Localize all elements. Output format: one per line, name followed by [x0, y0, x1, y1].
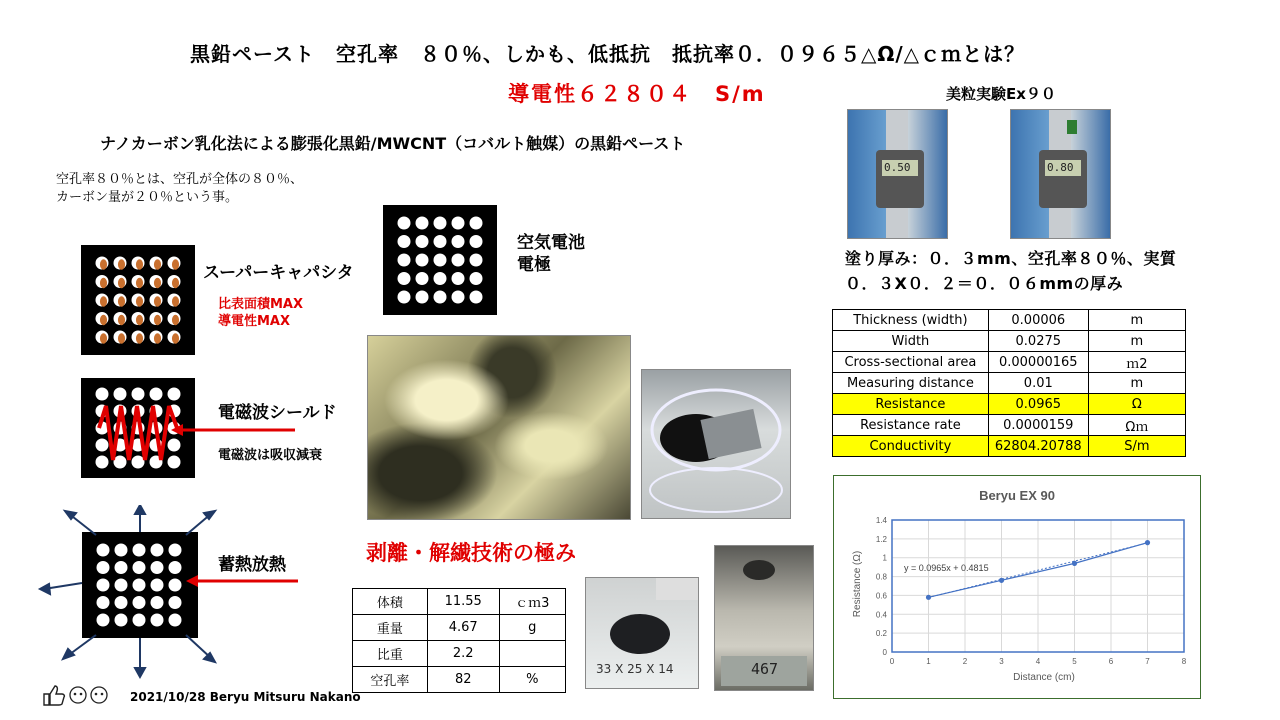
properties-table — [832, 309, 1186, 457]
chart-ytick-label: 0.6 — [875, 591, 887, 601]
pore-dot — [416, 254, 429, 267]
pore-dot — [97, 544, 110, 557]
pore-dot — [97, 561, 110, 574]
table-row — [353, 667, 566, 693]
table-row — [353, 589, 566, 615]
pore-dot — [470, 254, 483, 267]
ion-dot — [136, 315, 143, 325]
caliper-left-reading: 0.50 — [884, 161, 911, 174]
table-cell-name: Cross-sectional area — [833, 352, 989, 373]
pore-dot — [452, 217, 465, 230]
table-cell-value: 82 — [427, 667, 499, 693]
chart-ytick-label: 0.4 — [875, 610, 887, 620]
conductivity-subtitle: 導電性６２８０４ S/m — [508, 82, 766, 106]
chart-trendline-equation: y = 0.0965x + 0.4815 — [904, 563, 989, 573]
chart-xtick-label: 2 — [962, 657, 968, 666]
scale-photo — [714, 545, 814, 691]
table-cell-name: Resistance — [833, 394, 989, 415]
air-battery-diagram — [383, 205, 497, 315]
chart-ylabel: Resistance (Ω) — [852, 550, 863, 618]
scale-reading: 467 — [751, 660, 779, 678]
pore-dot — [115, 561, 128, 574]
pore-dot — [470, 291, 483, 304]
pore-dot — [114, 456, 127, 469]
ion-dot — [172, 259, 179, 269]
table-cell-name: 比重 — [353, 641, 428, 667]
table-cell-unit: m — [1088, 331, 1185, 352]
table-row — [833, 436, 1186, 457]
heat-storage-label: 蓄熱放熱 — [218, 555, 286, 575]
pore-dot — [151, 614, 164, 627]
table-cell-value: 62804.20788 — [988, 436, 1088, 457]
table-row — [833, 415, 1186, 436]
caliper-right-reading: 0.80 — [1047, 161, 1074, 174]
pore-dot — [97, 596, 110, 609]
table-cell-name: Width — [833, 331, 989, 352]
caliper-photo-right — [1010, 109, 1111, 239]
table-cell-value: 0.0965 — [988, 394, 1088, 415]
ion-dot — [154, 315, 161, 325]
pore-dot — [416, 217, 429, 230]
pore-dot — [168, 439, 181, 452]
chart-xtick-label: 0 — [889, 657, 895, 666]
pore-dot — [398, 235, 411, 248]
micrograph-photo — [367, 335, 631, 520]
table-cell-unit: ｍ2 — [1088, 352, 1185, 373]
supercapacitor-notes — [218, 296, 303, 330]
porosity-note-line: カーボン量が２０％という事。 — [56, 190, 239, 205]
ion-dot — [154, 296, 161, 306]
table-cell-name: Conductivity — [833, 436, 989, 457]
ion-dot — [118, 333, 125, 343]
table-cell-value: 0.00000165 — [988, 352, 1088, 373]
table-cell-value: 0.01 — [988, 373, 1088, 394]
pore-dot — [115, 579, 128, 592]
table-cell-value: 4.67 — [427, 615, 499, 641]
chart-ytick-label: 1 — [882, 553, 887, 563]
em-shield-diagram — [81, 378, 301, 478]
table-cell-value: 11.55 — [427, 589, 499, 615]
table-cell-unit: Ωｍ — [1088, 415, 1185, 436]
thickness-note-line: 塗り厚み：０．３mm、空孔率８０％、実質 — [845, 249, 1177, 268]
table-row — [833, 310, 1186, 331]
ion-dot — [154, 333, 161, 343]
pore-dot — [132, 388, 145, 401]
air-battery-label-line: 電極 — [517, 255, 551, 275]
page-title: 黒鉛ペースト 空孔率 ８０％、しかも、低抵抗 抵抗率０．０９６５△Ω/△ｃｍとは？ — [190, 42, 1026, 66]
ion-dot — [172, 296, 179, 306]
ion-dot — [100, 278, 107, 288]
pore-dot — [434, 254, 447, 267]
table-cell-value: 0.0000159 — [988, 415, 1088, 436]
caliper-right-illustration — [1011, 110, 1110, 238]
supercap-note-surface: 比表面積MAX — [218, 297, 304, 312]
table-cell-name: 空孔率 — [353, 667, 428, 693]
ion-dot — [118, 315, 125, 325]
table-cell-name: Resistance rate — [833, 415, 989, 436]
table-row — [353, 641, 566, 667]
supercapacitor-label: スーパーキャパシタ — [203, 263, 354, 283]
table-cell-value: 0.0275 — [988, 331, 1088, 352]
pore-dot — [151, 544, 164, 557]
volume-table — [352, 588, 566, 693]
table-cell-unit: g — [499, 615, 565, 641]
footer-icons — [42, 683, 112, 707]
pore-dot — [470, 217, 483, 230]
pore-dot — [115, 596, 128, 609]
peeling-technology-text: 剥離・解繊技術の極み — [366, 541, 576, 565]
heat-storage-diagram — [36, 505, 306, 685]
em-shield-label: 電磁波シールド — [218, 403, 337, 423]
chart-point — [926, 595, 931, 600]
pore-dot — [133, 544, 146, 557]
chart-ytick-label: 0.8 — [875, 572, 887, 582]
pore-dot — [133, 561, 146, 574]
chart-ytick-label: 0.2 — [875, 629, 887, 639]
beaker-photo — [641, 369, 791, 519]
pore-dot — [114, 388, 127, 401]
resistance-chart-svg — [834, 476, 1200, 698]
chart-point — [999, 578, 1004, 583]
pore-dot — [169, 579, 182, 592]
air-battery-label-line: 空気電池 — [517, 233, 585, 253]
pore-dot — [97, 579, 110, 592]
table-cell-value: 2.2 — [427, 641, 499, 667]
pore-dot — [398, 254, 411, 267]
pore-dot — [452, 235, 465, 248]
chart-xtick-label: 6 — [1108, 657, 1114, 666]
pore-dot — [470, 272, 483, 285]
sample-label: 美粒実験Ex９０ — [946, 85, 1056, 103]
table-cell-unit: m — [1088, 310, 1185, 331]
pore-dot — [97, 614, 110, 627]
pore-dot — [169, 544, 182, 557]
ion-dot — [100, 315, 107, 325]
table-cell-name: 重量 — [353, 615, 428, 641]
table-cell-name: 体積 — [353, 589, 428, 615]
pore-dot — [133, 596, 146, 609]
thickness-note-line: ０．３X０．２＝０．０６mmの厚み — [845, 274, 1124, 293]
ion-dot — [136, 296, 143, 306]
pore-dot — [434, 291, 447, 304]
table-cell-unit: m — [1088, 373, 1185, 394]
pore-dot — [452, 272, 465, 285]
table-row — [353, 615, 566, 641]
porosity-note — [56, 171, 303, 207]
ion-dot — [136, 333, 143, 343]
pore-dot — [434, 235, 447, 248]
ion-dot — [172, 315, 179, 325]
beaker-illustration — [642, 370, 790, 518]
table-row — [833, 352, 1186, 373]
table-cell-unit: % — [499, 667, 565, 693]
pore-dot — [169, 561, 182, 574]
pore-dot — [416, 291, 429, 304]
table-row — [833, 394, 1186, 415]
chart-xtick-label: 8 — [1181, 657, 1187, 666]
footer-credit: 2021/10/28 Beryu Mitsuru Nakano — [130, 690, 361, 704]
pore-dot — [398, 217, 411, 230]
thickness-note — [845, 246, 1176, 296]
pore-dot — [133, 614, 146, 627]
pore-dot — [169, 614, 182, 627]
chart-xtick-label: 3 — [999, 657, 1004, 666]
table-cell-unit: Ω — [1088, 394, 1185, 415]
pore-dot — [132, 456, 145, 469]
thumbs-up-icon — [44, 686, 64, 705]
supercap-note-conductivity: 導電性MAX — [218, 314, 291, 329]
supercapacitor-diagram — [81, 245, 195, 355]
ion-dot — [100, 333, 107, 343]
ion-dot — [118, 296, 125, 306]
chart-ytick-label: 0 — [882, 648, 887, 657]
table-cell-name: Thickness (width) — [833, 310, 989, 331]
pore-dot — [434, 272, 447, 285]
chart-title: Beryu EX 90 — [979, 488, 1055, 503]
pore-dot — [151, 596, 164, 609]
chart-ytick-label: 1.4 — [875, 516, 887, 525]
air-battery-label — [517, 232, 585, 276]
chart-xtick-label: 5 — [1072, 657, 1077, 666]
ion-dot — [172, 333, 179, 343]
ion-dot — [100, 296, 107, 306]
pore-dot — [398, 291, 411, 304]
ion-dot — [100, 259, 107, 269]
chart-point — [1145, 540, 1150, 545]
table-cell-unit: ｃｍ3 — [499, 589, 565, 615]
pore-dot — [398, 272, 411, 285]
chart-xtick-label: 7 — [1145, 657, 1150, 666]
chart-ytick-label: 1.2 — [875, 534, 887, 544]
pore-dot — [452, 291, 465, 304]
pore-dot — [434, 217, 447, 230]
table-cell-unit: S/m — [1088, 436, 1185, 457]
ion-dot — [118, 259, 125, 269]
caliper-left-illustration — [848, 110, 947, 238]
mascot-icon — [91, 687, 107, 703]
pore-dot — [416, 272, 429, 285]
ion-dot — [136, 259, 143, 269]
chart-xtick-label: 4 — [1035, 657, 1041, 666]
graphite-lump-photo — [585, 577, 699, 689]
pore-dot — [452, 254, 465, 267]
pore-dot — [96, 439, 109, 452]
pore-dot — [96, 388, 109, 401]
pore-dot — [133, 579, 146, 592]
ion-dot — [172, 278, 179, 288]
pore-dot — [168, 456, 181, 469]
ion-dot — [154, 278, 161, 288]
table-cell-name: Measuring distance — [833, 373, 989, 394]
table-cell-value: 0.00006 — [988, 310, 1088, 331]
paste-heading: ナノカーボン乳化法による膨張化黒鉛/MWCNT（コバルト触媒）の黒鉛ペースト — [100, 134, 686, 153]
em-shield-note: 電磁波は吸収減衰 — [218, 448, 323, 463]
pore-dot — [151, 561, 164, 574]
resistance-chart — [833, 475, 1201, 699]
table-row — [833, 331, 1186, 352]
pore-dot — [96, 456, 109, 469]
chart-xlabel: Distance (cm) — [1013, 672, 1075, 683]
ion-dot — [136, 278, 143, 288]
chart-xtick-label: 1 — [926, 657, 931, 666]
pore-dot — [168, 388, 181, 401]
table-row — [833, 373, 1186, 394]
pore-dot — [470, 235, 483, 248]
pore-dot — [151, 579, 164, 592]
pore-dot — [115, 614, 128, 627]
pore-dot — [416, 235, 429, 248]
pore-dot — [150, 388, 163, 401]
table-cell-unit — [499, 641, 565, 667]
ion-dot — [154, 259, 161, 269]
pore-dot — [115, 544, 128, 557]
caliper-photo-left — [847, 109, 948, 239]
mascot-icon — [70, 687, 86, 703]
chart-point — [1072, 561, 1077, 566]
ion-dot — [118, 278, 125, 288]
pore-dot — [169, 596, 182, 609]
porosity-note-line: 空孔率８０％とは、空孔が全体の８０％、 — [56, 172, 304, 187]
lump-size-note: 33 X 25 X 14 — [596, 662, 674, 676]
